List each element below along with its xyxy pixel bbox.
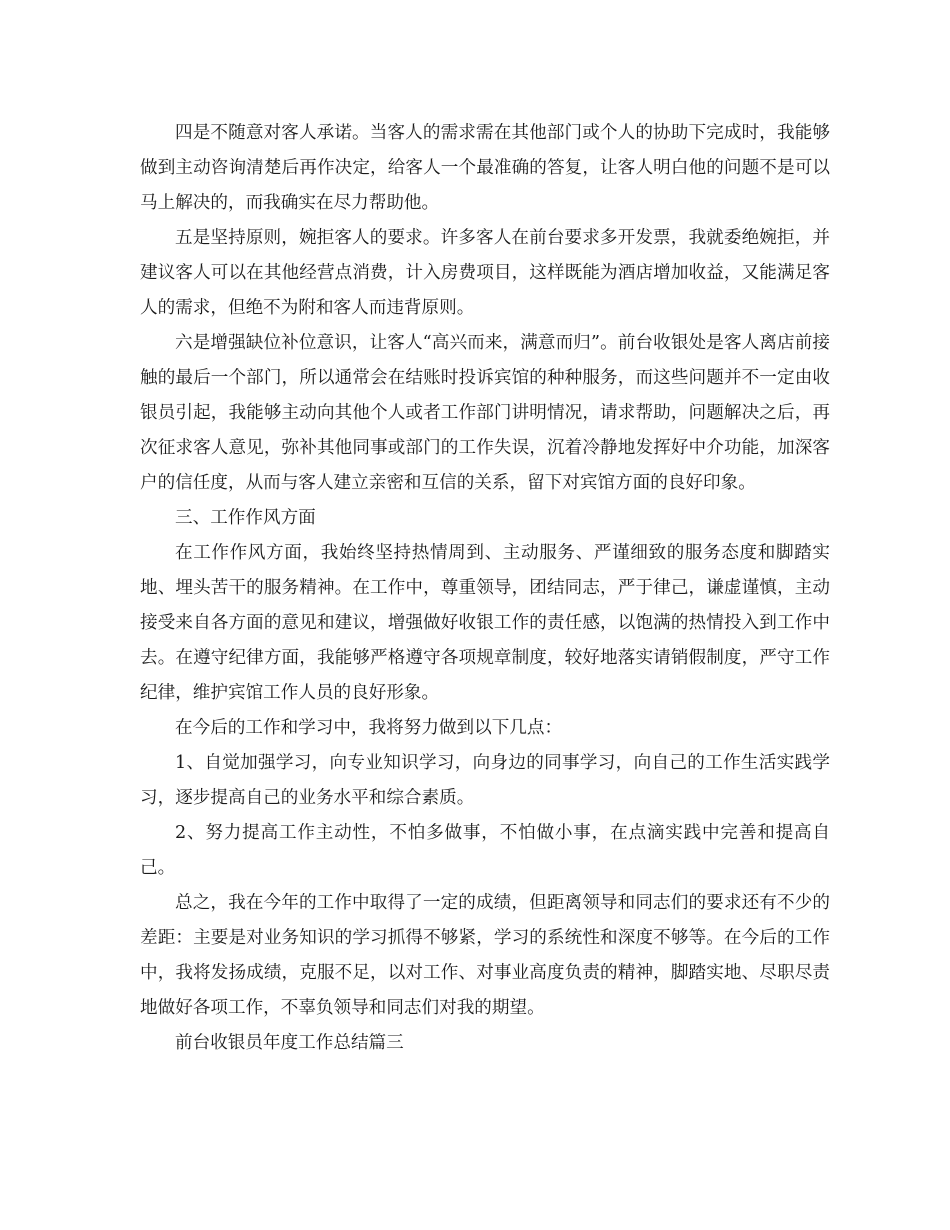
paragraph-future-intro: 在今后的工作和学习中，我将努力做到以下几点：	[175, 718, 563, 738]
section-heading-work-style: 三、工作作风方面	[175, 508, 316, 528]
document-body	[140, 116, 830, 1061]
paragraph-backup-awareness: 六是增强缺位补位意识，让客人“高兴而来，满意而归”。前台收银处是客人离店前接触的最后一个部门，所以通常会在结账时投诉宾馆的种种服务，而这些问题并不一定由收银员引起，我能够主动向其他个人或者工作部门讲明情况，请求帮助，问题解决之后，再次征求客人意见，弥补其他同事或部门的工作失误，沉着冷静地发挥好中介功能，加深客户的信任度，从而与客人建立亲密和互信的关系，留下对宾馆方面的良好印象。	[140, 333, 830, 493]
paragraph-work-style: 在工作作风方面，我始终坚持热情周到、主动服务、严谨细致的服务态度和脚踏实地、埋头苦干的服务精神。在工作中，尊重领导，团结同志，严于律己，谦虚谨慎，主动接受来自各方面的意见和建议，增强做好收银工作的责任感，以饱满的热情投入到工作中去。在遵守纪律方面，我能够严格遵守各项规章制度，较好地落实请销假制度，严守工作纪律，维护宾馆工作人员的良好形象。	[140, 543, 830, 703]
list-item-2: 2、努力提高工作主动性，不怕多做事，不怕做小事，在点滴实践中完善和提高自己。	[140, 823, 830, 878]
paragraph-summary: 总之，我在今年的工作中取得了一定的成绩，但距离领导和同志们的要求还有不少的差距：主要是对业务知识的学习抓得不够紧，学习的系统性和深度不够等。在今后的工作中，我将发扬成绩，克服不足，以对工作、对事业高度负责的精神，脚踏实地、尽职尽责地做好各项工作，不辜负领导和同志们对我的期望。	[140, 893, 830, 1018]
paragraph-principles: 五是坚持原则，婉拒客人的要求。许多客人在前台要求多开发票，我就委绝婉拒，并建议客人可以在其他经营点消费，计入房费项目，这样既能为酒店增加收益，又能满足客人的需求，但绝不为附和客人而违背原则。	[140, 228, 830, 318]
section-title-part-three: 前台收银员年度工作总结篇三	[175, 1033, 404, 1053]
list-item-1: 1、自觉加强学习，向专业知识学习，向身边的同事学习，向自己的工作生活实践学习，逐步提高自己的业务水平和综合素质。	[140, 753, 830, 808]
paragraph-commitment: 四是不随意对客人承诺。当客人的需求需在其他部门或个人的协助下完成时，我能够做到主动咨询清楚后再作决定，给客人一个最准确的答复，让客人明白他的问题不是可以马上解决的，而我确实在尽力帮助他。	[140, 123, 830, 213]
